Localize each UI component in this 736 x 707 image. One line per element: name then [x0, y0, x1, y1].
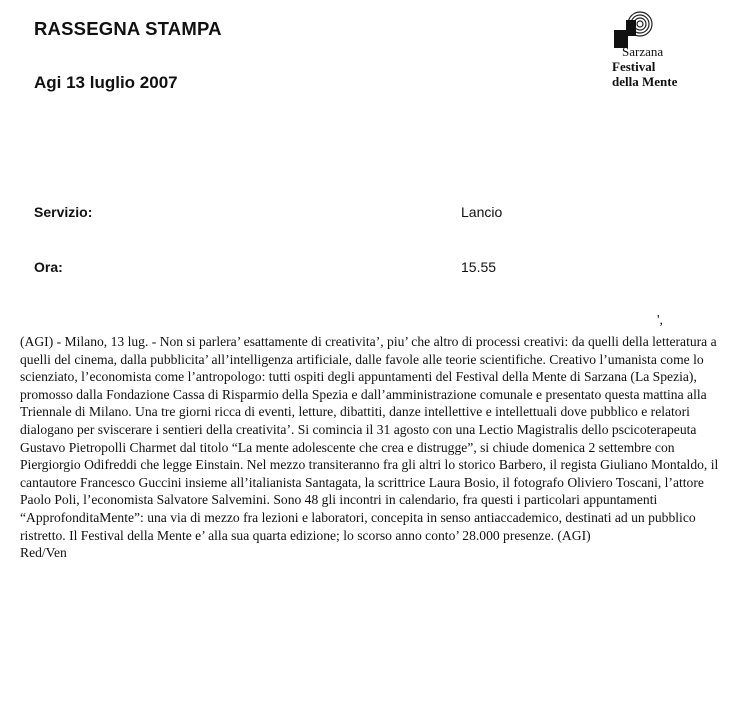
servizio-value: Lancio: [461, 204, 503, 220]
source-date: Agi 13 luglio 2007: [34, 73, 178, 92]
logo-line-sarzana: Sarzana: [622, 44, 664, 59]
stray-mark: ',: [657, 313, 664, 328]
festival-logo-text: [612, 44, 677, 89]
logo-line-festival: Festival: [612, 59, 656, 74]
article-body: [20, 333, 720, 562]
article-signoff: Red/Ven: [20, 545, 67, 561]
ora-value: 15.55: [461, 259, 497, 275]
article-paragraph: (AGI) - Milano, 13 lug. - Non si parlera’ esattamente di creativita’, piu’ che altro di processi creativi: da quelli della letteratura a quelli del cinema, dalla pubblicita’ all’intelligenza artificiale, dalle favole alle teorie scientifiche. Creativo l’umanista come lo scienziato, l’economista come l’antropologo: tutti ospiti degli appuntamenti del Festival della Mente di Sarzana (La Spezia), promosso dalla Fondazione Cassa di Risparmio della Spezia e dall’amministrazione comunale e presentato questa mattina alla Triennale di Milano. Una tre giorni ricca di eventi, letture, dibattiti, danze intellettive e intellettuali dove pubblico e relatori dialogano per sviscerare i sentieri della creativita’. Si comincia il 31 agosto con una Lectio Magistralis dello pscicoterapeuta Gustavo Pietropolli Charmet dal titolo “La mente adolescente che crea e distrugge”, si chiude domenica 2 settembre con Piergiorgio Odifreddi che legge Einstain. Nel mezzo transiteranno fra gli altri lo storico Barbero, il regista Giuliano Montaldo, il cantautore Francesco Guccini insieme all’italianista Santagata, la scrittrice Laura Bosio, il fotografo Oliviero Toscani, l’attore Paolo Poli, l’economista Salvatore Salvemini. Sono 48 gli incontri in calendario, fra questi i particolari appuntamenti “ApprofonditaMente”: una via di mezzo fra lezioni e laboratori, concepita in senso antiaccademico, destinati ad un pubblico ristretto. Il Festival della Mente e’ alla sua quarta edizione; lo scorso anno conto’ 28.000 presenze. (AGI): [20, 334, 719, 543]
ora-label: Ora:: [34, 259, 63, 275]
servizio-label: Servizio:: [34, 204, 93, 220]
page-title: RASSEGNA STAMPA: [34, 18, 222, 39]
festival-logo: [612, 8, 712, 92]
logo-line-della-mente: della Mente: [612, 74, 678, 89]
